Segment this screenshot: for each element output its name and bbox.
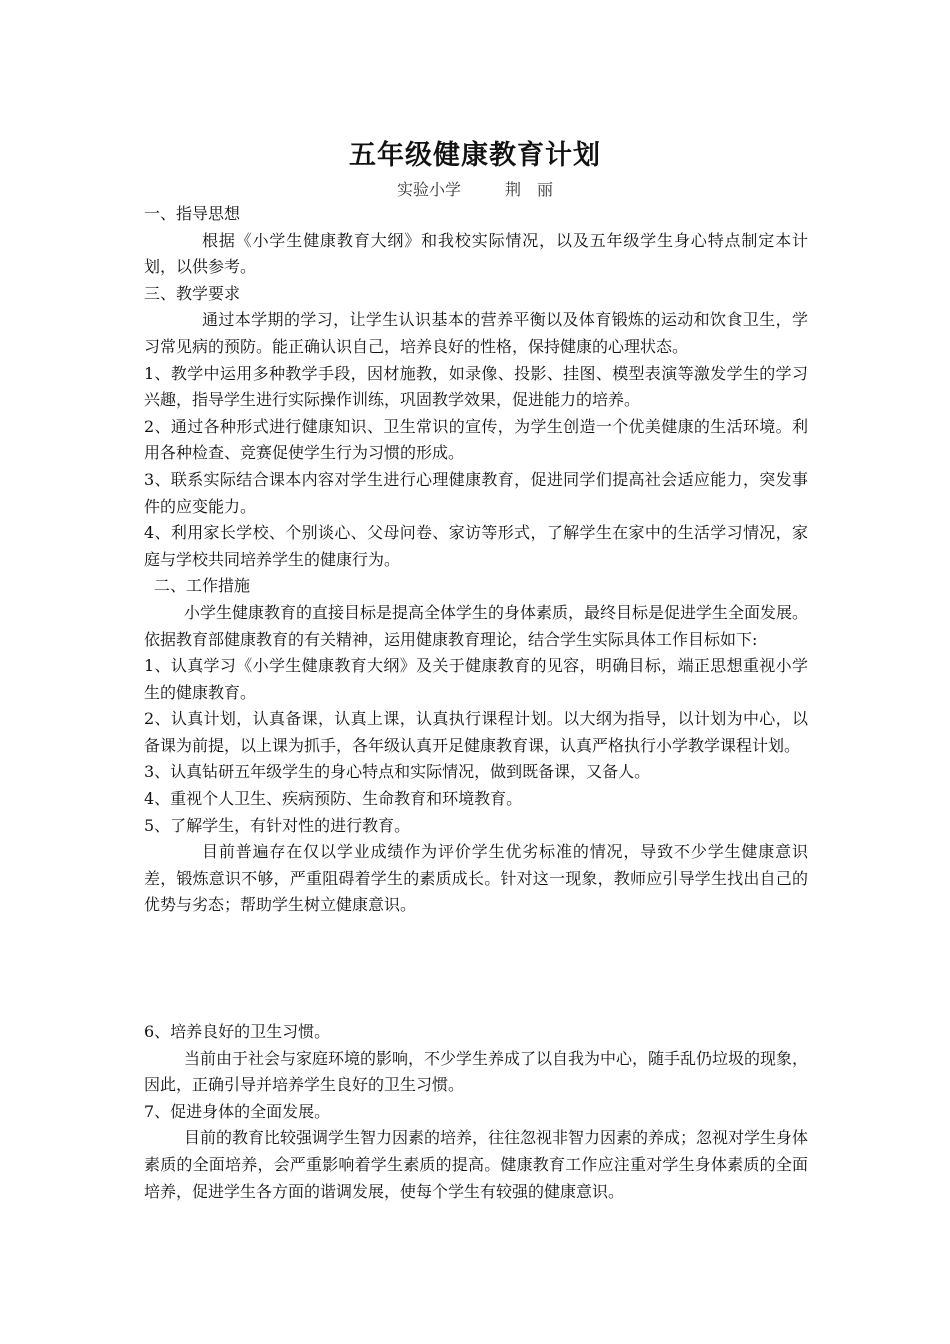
work-measure-item: 5、了解学生，有针对性的进行教育。 bbox=[144, 815, 411, 835]
work-measure-item: 2、认真计划，认真备课，认真上课，认真执行课程计划。以大纲为指导，以计划为中心，以备课为前提，以上课为抓手，各年级认真开足健康教育课，认真严格执行小学教学课程计划。 bbox=[144, 709, 808, 755]
section-heading-teaching-requirements: 三、教学要求 bbox=[144, 283, 241, 303]
section-heading-guiding-thought: 一、指导思想 bbox=[144, 204, 241, 223]
work-measure-item-6-heading: 6、培养良好的卫生习惯。 bbox=[144, 1022, 331, 1041]
work-measure-item: 1、认真学习《小学生健康教育大纲》及关于健康教育的见容，明确目标，端正思想重视小学生的健康教育。 bbox=[144, 656, 808, 702]
work-measure-item: 3、认真钻研五年级学生的身心特点和实际情况，做到既备课，又备人。 bbox=[144, 762, 651, 782]
document-title: 五年级健康教育计划 bbox=[349, 140, 601, 171]
work-measures-intro: 小学生健康教育的直接目标是提高全体学生的身体素质，最终目标是促进学生全面发展。依据教育部健康教育的有关精神，运用健康教育理论，结合学生实际具体工作目标如下: bbox=[144, 602, 809, 649]
author-school: 实验小学 bbox=[396, 180, 461, 199]
teaching-requirement-item: 4、利用家长学校、个别谈心、父母问卷、家访等形式，了解学生在家中的生活学习情况，家庭与学校共同培养学生的健康行为。 bbox=[144, 523, 808, 569]
work-measure-item-7-heading: 7、促进身体的全面发展。 bbox=[144, 1101, 331, 1121]
teaching-requirement-item: 2、通过各种形式进行健康知识、卫生常识的宣传，为学生创造一个优美健康的生活环境。利用各种检查、竞赛促使学生行为习惯的形成。 bbox=[144, 416, 808, 463]
teaching-requirement-item: 1、教学中运用多种教学手段，因材施教，如录像、投影、挂图、模型表演等激发学生的学习兴趣，指导学生进行实际操作训练，巩固教学效果，促进能力的培养。 bbox=[144, 363, 808, 410]
author-line bbox=[0, 177, 950, 200]
author-name: 荆 丽 bbox=[505, 180, 554, 199]
teaching-requirements-intro: 通过本学期的学习，让学生认识基本的营养平衡以及体育锻炼的运动和饮食卫生，学习常见病的预防。能正确认识自己，培养良好的性格，保持健康的心理状态。 bbox=[144, 310, 808, 356]
section-heading-work-measures: 二、工作措施 bbox=[154, 576, 251, 596]
work-measure-item-6-text: 当前由于社会与家庭环境的影响，不少学生养成了以自我为中心，随手乱仍垃圾的现象，因此，正确引导并培养学生良好的卫生习惯。 bbox=[144, 1048, 809, 1095]
work-measures-closing: 目前普遍存在仅以学业成绩作为评价学生优劣标准的情况，导致不少学生健康意识差，锻炼意识不够，严重阻碍着学生的素质成长。针对这一现象，教师应引导学生找出自己的优势与劣态；帮助学生树立健康意识。 bbox=[144, 842, 808, 915]
teaching-requirement-item: 3、联系实际结合课本内容对学生进行心理健康教育，促进同学们提高社会适应能力，突发事件的应变能力。 bbox=[144, 469, 808, 516]
work-measure-item: 4、重视个人卫生、疾病预防、生命教育和环境教育。 bbox=[144, 789, 523, 809]
work-measure-item-7-text: 目前的教育比较强调学生智力因素的培养，往往忽视非智力因素的养成；忽视对学生身体素质的全面培养，会严重影响着学生素质的提高。健康教育工作应注重对学生身体素质的全面培养，促进学生各方面的谐调发展，使每个学生有较强的健康意识。 bbox=[144, 1128, 809, 1201]
guiding-thought-paragraph: 根据《小学生健康教育大纲》和我校实际情况，以及五年级学生身心特点制定本计划，以供参考。 bbox=[144, 230, 808, 277]
document-body bbox=[144, 201, 808, 919]
document-body-continued bbox=[144, 1019, 808, 1205]
